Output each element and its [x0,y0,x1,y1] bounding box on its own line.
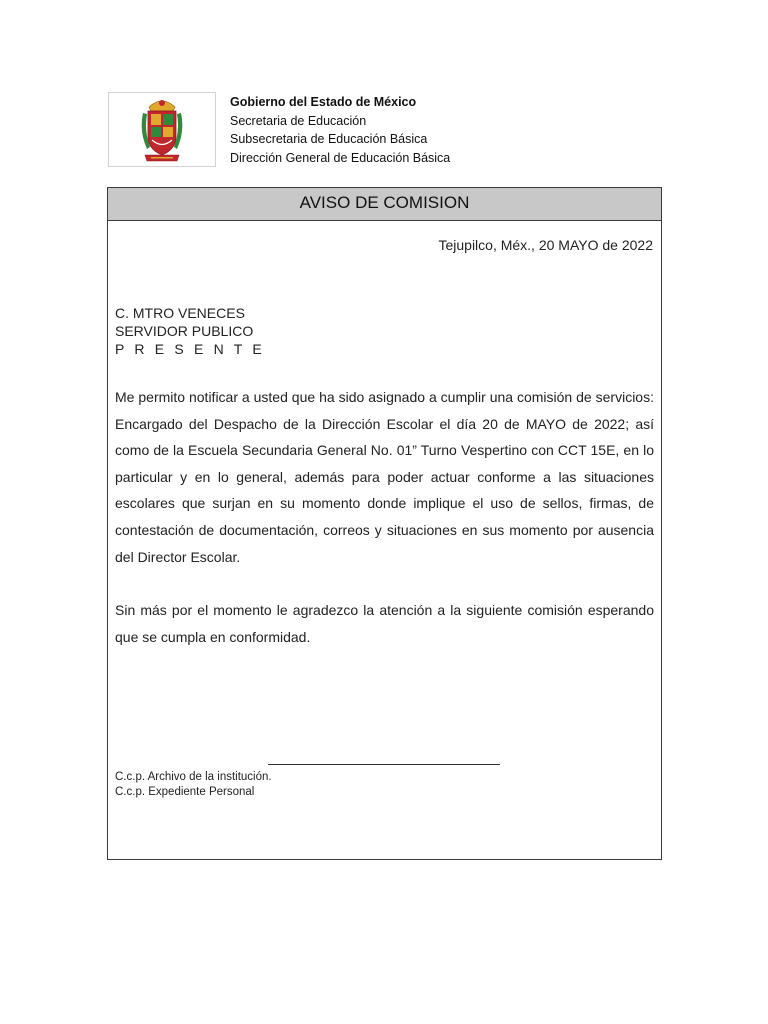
body-paragraph-1: Me permito notificar a usted que ha sido asignado a cumplir una comisión de servicios: Encargado del Despacho de la Dirección Escolar el día 20 de MAYO de 2022; así como de la Escuela Secundaria General No. 01” Turno Vespertino con CCT 15E, en lo particular y en lo general, además para poder actuar conforme a las situaciones escolares que surjan en su momento donde implique el uso de sellos, firmas, de contestación de documentación, correos y situaciones en sus momento por ausencia del Director Escolar. [115,389,654,565]
date-line: Tejupilco, Méx., 20 MAYO de 2022 [438,237,653,253]
header-line-secretaria: Secretaria de Educación [230,113,367,128]
logo-frame [108,92,216,167]
header-text [230,93,450,167]
header-line-direccion: Dirección General de Educación Básica [230,150,451,165]
header-line-subsecretaria: Subsecretaria de Educación Básica [230,132,428,146]
salutation: P R E S E N T E [115,341,265,357]
recipient-role: SERVIDOR PUBLICO [115,323,254,339]
document-title: AVISO DE COMISION [108,188,661,221]
recipient-block [115,304,265,358]
signature-line [268,764,500,765]
state-coat-of-arms-icon [137,97,187,165]
ccp-block [115,770,272,800]
ccp-item: C.c.p. Archivo de la institución. [115,771,272,783]
recipient-name: C. MTRO VENECES [115,305,245,321]
organization-name: Gobierno del Estado de México [230,95,417,109]
notice-frame [107,187,662,860]
body-paragraph-2: Sin más por el momento le agradezco la atención a la siguiente comisión esperando que se cumpla en conformidad. [115,602,654,645]
ccp-item: C.c.p. Expediente Personal [115,786,255,798]
